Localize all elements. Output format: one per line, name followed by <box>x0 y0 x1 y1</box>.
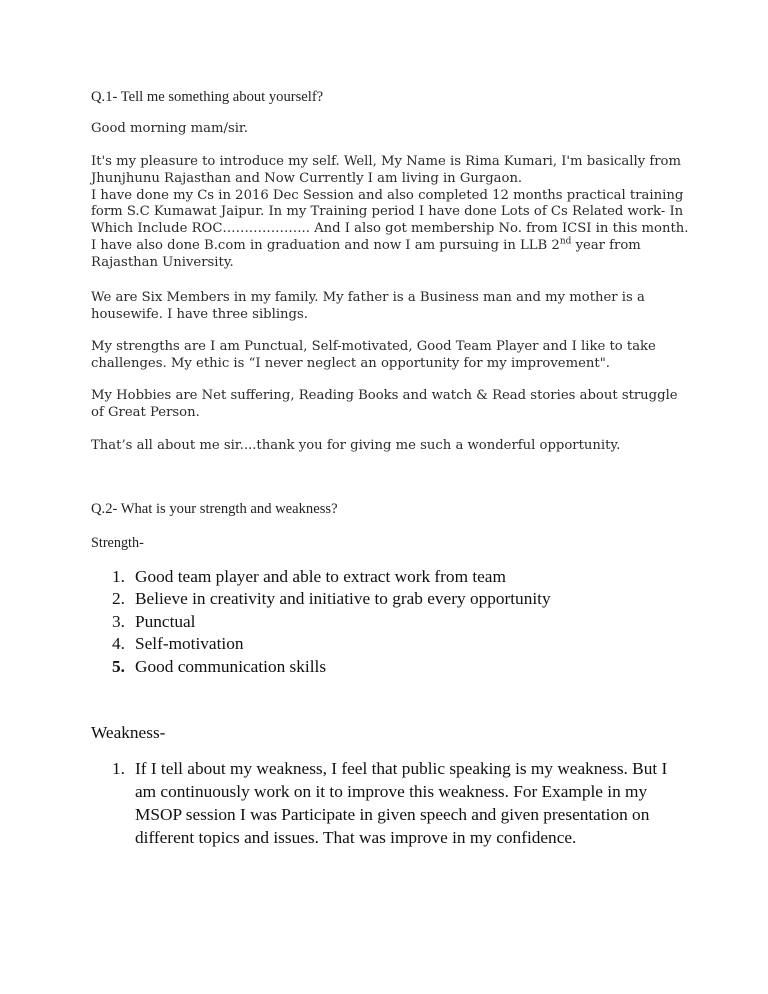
list-item <box>91 611 691 633</box>
list-item <box>91 588 691 610</box>
closing-paragraph: That’s all about me sir....thank you for giving me such a wonderful opportunity. <box>91 438 621 453</box>
intro-paragraph <box>91 154 691 272</box>
list-number: 2. <box>112 589 125 609</box>
weakness-label: Weakness- <box>91 723 166 742</box>
ordinal-suffix: nd <box>559 236 572 247</box>
question-1: Q.1- Tell me something about yourself? <box>91 89 324 105</box>
question-2: Q.2- What is your strength and weakness? <box>91 501 338 517</box>
list-item <box>91 757 691 849</box>
strength-label: Strength- <box>91 535 144 551</box>
list-number: 1. <box>112 759 125 778</box>
greeting: Good morning mam/sir. <box>91 121 248 136</box>
strength-list <box>91 566 691 678</box>
list-item <box>91 633 691 655</box>
list-number: 4. <box>112 634 125 654</box>
list-text: Believe in creativity and initiative to grab every opportunity <box>135 589 551 609</box>
intro-text-a: It's my pleasure to introduce my self. Well, My Name is Rima Kumari, I'm basically from Jhunjhunu Rajasthan and Now Currently I am living in Gurgaon. <box>91 154 681 186</box>
intro-text-b: I have done my Cs in 2016 Dec Session and also completed 12 months practical training form S.C Kumawat Jaipur. In my Training period I have done Lots of Cs Related work- In Which Include ROC……………….. And I also got membership No. from ICSI in this month. I have also done B.com in graduation and now I am pursuing in LLB 2 <box>91 187 689 253</box>
list-number: 5. <box>112 656 125 676</box>
intro-text-c: year from Rajasthan University. <box>91 237 641 270</box>
list-text: Good team player and able to extract work from team <box>135 567 506 586</box>
list-text: If I tell about my weakness, I feel that public speaking is my weakness. But I am continuously work on it to improve this weakness. For Example in my MSOP session I was Participate in given speech and given presentation on different topics and issues. That was improve in my confidence. <box>135 759 668 847</box>
hobbies-paragraph: My Hobbies are Net suffering, Reading Books and watch & Read stories about struggle of Great Person. <box>91 388 678 420</box>
list-text: Good communication skills <box>135 656 327 676</box>
list-item <box>91 566 691 588</box>
list-number: 3. <box>112 611 125 631</box>
list-text: Self-motivation <box>135 634 244 654</box>
weakness-list <box>91 757 691 849</box>
list-number: 1. <box>112 567 125 586</box>
list-text: Punctual <box>135 611 196 631</box>
family-paragraph: We are Six Members in my family. My father is a Business man and my mother is a housewife. I have three siblings. <box>91 290 645 322</box>
strengths-paragraph: My strengths are I am Punctual, Self-motivated, Good Team Player and I like to take challenges. My ethic is “I never neglect an opportunity for my improvement". <box>91 339 656 371</box>
list-item <box>91 656 691 678</box>
